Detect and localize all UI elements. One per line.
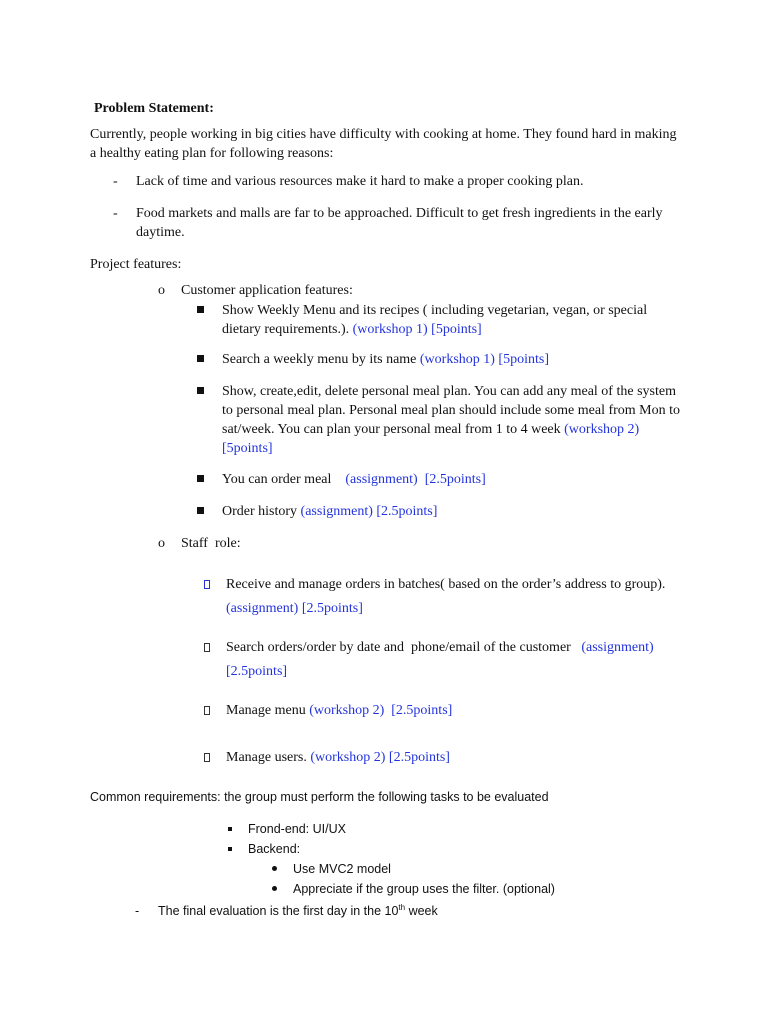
staff-item-2-tag: (assignment) (581, 640, 654, 655)
customer-item-3-tag: (workshop 2) (564, 422, 640, 437)
staff-section-label: Staff role: (181, 536, 241, 551)
small-square-bullet-icon (228, 847, 232, 851)
final-marker: - (135, 904, 140, 918)
missing-glyph-bullet-icon (204, 643, 210, 652)
square-bullet-icon (197, 475, 204, 482)
reason-2-text-line-1: Food markets and malls are far to be approached. Difficult to get fresh ingredients in the early (136, 206, 663, 221)
square-bullet-icon (197, 507, 204, 514)
intro-line-2: a healthy eating plan for following reasons: (90, 146, 334, 161)
staff-item-2-line-1: Search orders/order by date and phone/email of the customer (assignment) (226, 640, 654, 655)
customer-section-label: Customer application features: (181, 283, 353, 298)
customer-item-5-tag: (assignment) [2.5points] (300, 504, 438, 519)
circle-bullet: o (158, 283, 165, 298)
missing-glyph-bullet-icon (204, 706, 210, 715)
customer-item-3-line-3: sat/week. You can plan your personal meal from 1 to 4 week (workshop 2) (222, 422, 640, 437)
reason-marker: - (113, 206, 118, 221)
backend-subitem-1: Use MVC2 model (293, 862, 391, 876)
customer-item-4-tag: (assignment) [2.5points] (345, 472, 486, 487)
customer-item-2-tag: (workshop 1) [5points] (419, 352, 549, 367)
staff-item-1-line-1: Receive and manage orders in batches( based on the order’s address to group). (226, 577, 666, 592)
staff-item-3: Manage menu (workshop 2) [2.5points] (226, 703, 453, 718)
circle-bullet: o (158, 536, 165, 551)
features-label: Project features: (90, 257, 182, 272)
reason-2-text-line-2: daytime. (136, 225, 185, 240)
staff-item-4: Manage users. (workshop 2) [2.5points] (226, 750, 450, 765)
customer-item-1-line-2: dietary requirements.). (workshop 1) [5points] (222, 322, 482, 337)
backend-item: Backend: (248, 842, 301, 856)
missing-glyph-bullet-icon (204, 753, 210, 762)
staff-item-3-tag: (workshop 2) [2.5points] (309, 703, 453, 718)
customer-item-3-line-2: to personal meal plan. Personal meal plan should include some meal from Mon to (222, 403, 681, 418)
customer-item-1-tag: (workshop 1) [5points] (349, 322, 482, 337)
staff-item-1-tag: (assignment) [2.5points] (226, 601, 363, 616)
square-bullet-icon (197, 355, 204, 362)
reason-marker: - (113, 174, 118, 189)
common-requirements-label: Common requirements: the group must perform the following tasks to be evaluated (90, 790, 549, 804)
staff-item-2-points: [2.5points] (226, 664, 288, 679)
customer-item-2: Search a weekly menu by its name (workshop 1) [5points] (222, 352, 549, 367)
customer-item-4: You can order meal (assignment) [2.5points] (222, 472, 486, 487)
missing-glyph-bullet-icon (204, 580, 210, 589)
small-square-bullet-icon (228, 827, 232, 831)
dot-bullet-icon (272, 886, 277, 891)
square-bullet-icon (197, 306, 204, 313)
reason-1-text: Lack of time and various resources make it hard to make a proper cooking plan. (136, 174, 584, 189)
customer-item-3-line-1: Show, create,edit, delete personal meal plan. You can add any meal of the system (222, 384, 676, 399)
frontend-item: Frond-end: UI/UX (248, 822, 346, 836)
intro-line-1: Currently, people working in big cities have difficulty with cooking at home. They found hard in making (90, 127, 677, 142)
backend-subitem-2: Appreciate if the group uses the filter. (optional) (293, 882, 555, 896)
page-title: Problem Statement: (94, 101, 214, 116)
customer-item-3-points: [5points] (222, 441, 273, 456)
square-bullet-icon (197, 387, 204, 394)
staff-item-4-tag: (workshop 2) [2.5points] (310, 750, 450, 765)
final-evaluation: The final evaluation is the first day in the 10th week (158, 902, 438, 918)
customer-item-5: Order history (assignment) [2.5points] (222, 504, 438, 519)
dot-bullet-icon (272, 866, 277, 871)
customer-item-1-line-1: Show Weekly Menu and its recipes ( including vegetarian, vegan, or special (222, 303, 648, 318)
